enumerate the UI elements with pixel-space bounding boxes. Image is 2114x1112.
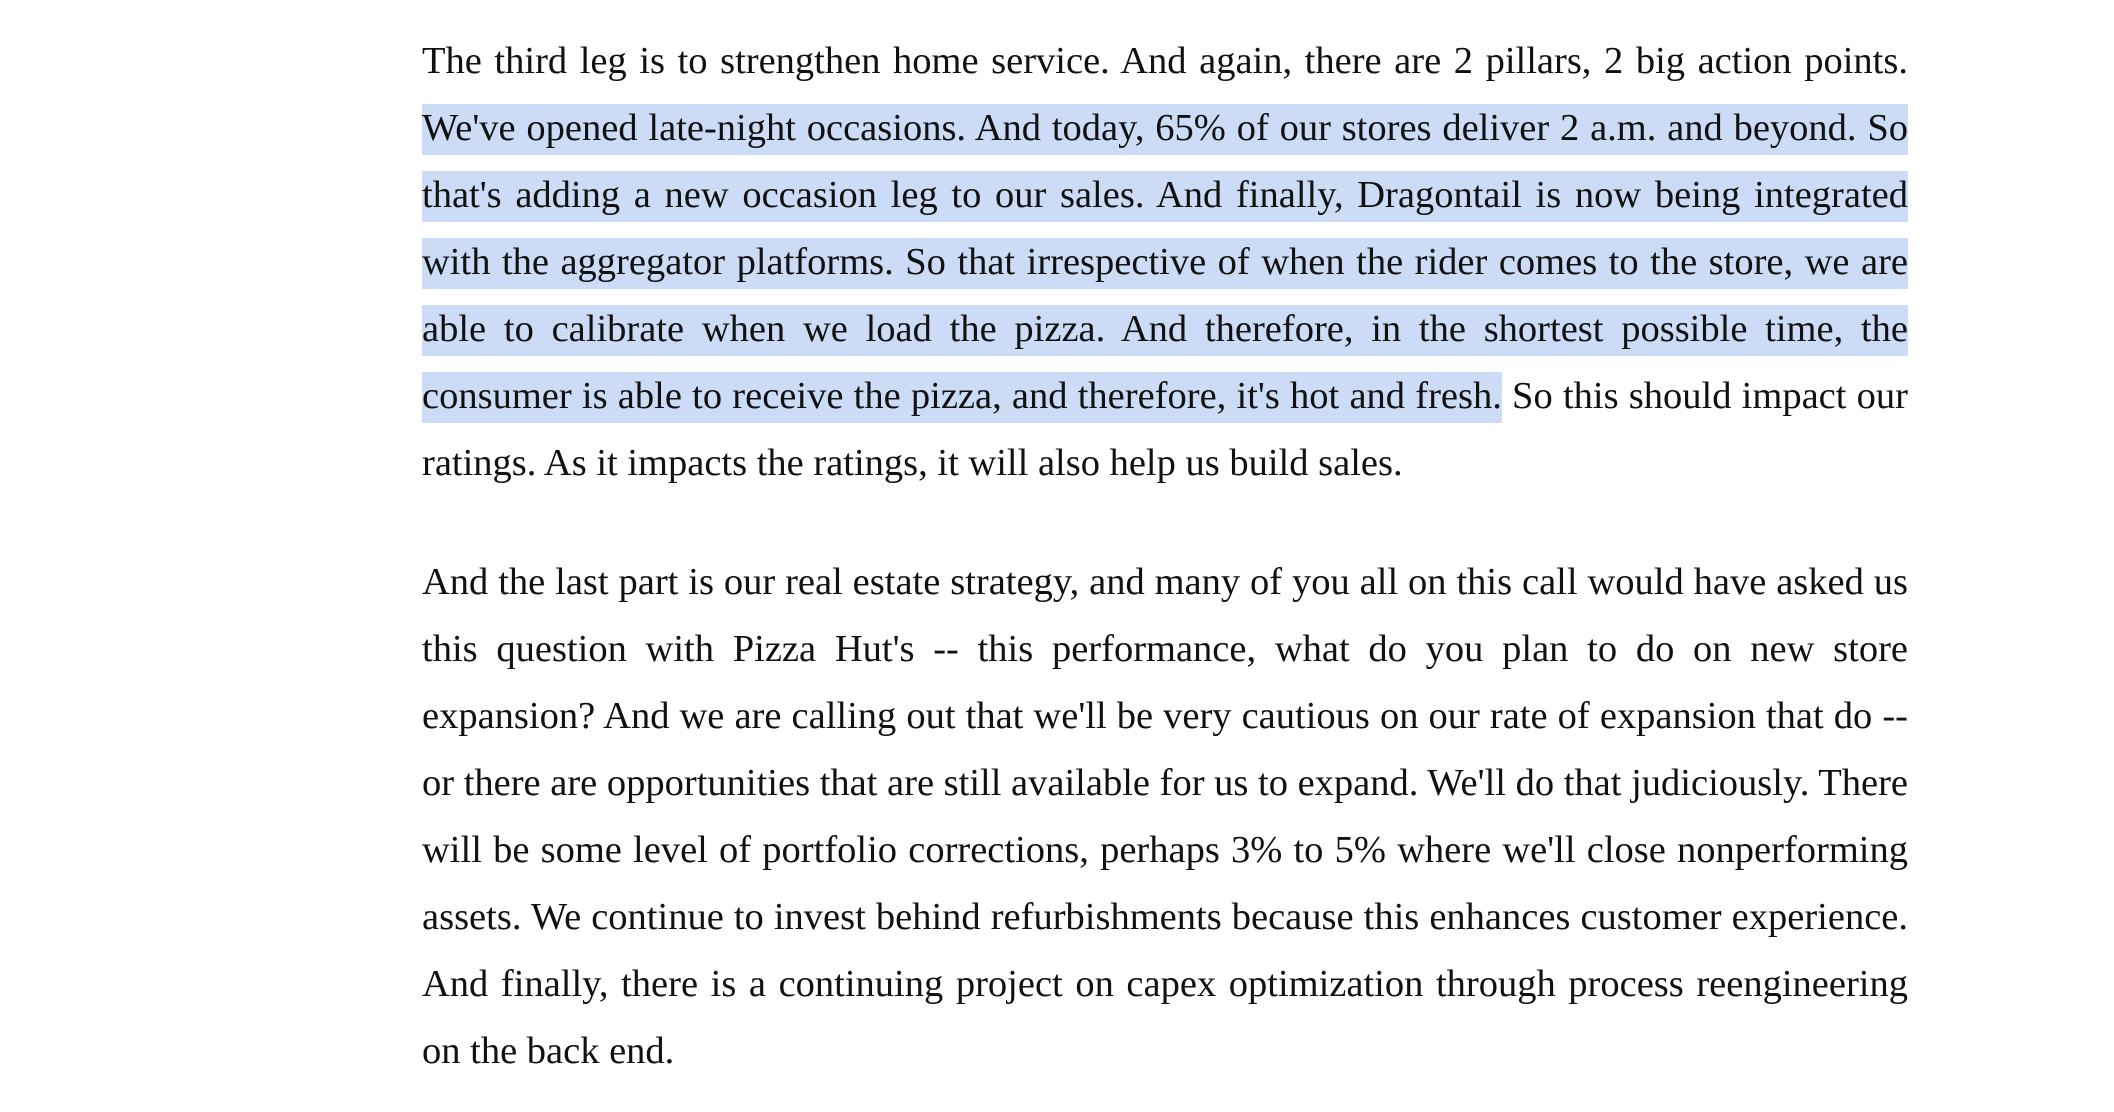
- paragraph-text-unselected-end: So this should impact our ratings. As it impacts the ratings, it will also help us build sales.: [422, 375, 1908, 484]
- paragraph-text-unselected-start: The third leg is to strengthen home service. And again, there are 2 pillars, 2 big action points.: [422, 40, 1908, 82]
- paragraph-home-service[interactable]: [422, 28, 1908, 497]
- transcript-text-column: [422, 28, 1908, 1085]
- selected-text-highlight[interactable]: We've opened late-night occasions. And today, 65% of our stores deliver 2 a.m. and beyond. So that's adding a new occasion leg to our sales. And finally, Dragontail is now being integrated with the aggregator platforms. So that irrespective of when the rider comes to the store, we are able to calibrate when we load the pizza. And therefore, in the shortest possible time, the consumer is able to receive the pizza, and therefore, it's hot and fresh.: [422, 104, 1908, 423]
- paragraph-real-estate-strategy[interactable]: And the last part is our real estate strategy, and many of you all on this call would have asked us this question with Pizza Hut's -- this performance, what do you plan to do on new store expansion? And we are calling out that we'll be very cautious on our rate of expansion that do -- or there are opportunities that are still available for us to expand. We'll do that judiciously. There will be some level of portfolio corrections, perhaps 3% to 5% where we'll close nonperforming assets. We continue to invest behind refurbishments because this enhances customer experience. And finally, there is a continuing project on capex optimization through process reengineering on the back end.: [422, 561, 1909, 1072]
